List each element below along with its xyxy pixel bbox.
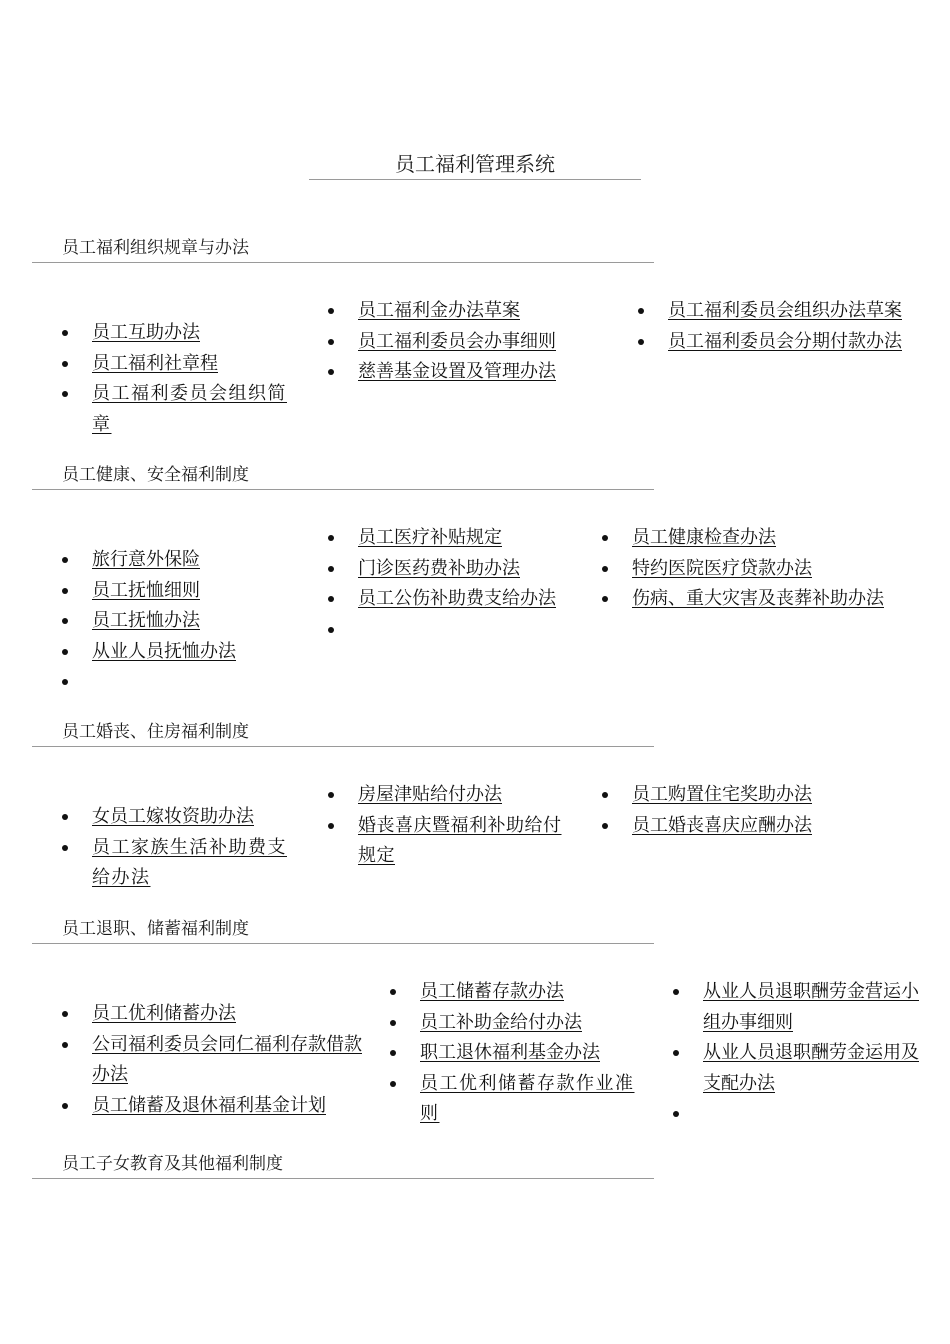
document-link[interactable]: 员工互助办法 [92, 322, 200, 343]
list-item [62, 349, 302, 380]
document-link[interactable]: 员工福利金办法草案 [358, 300, 520, 321]
link-list [390, 977, 652, 1130]
list-item [62, 1091, 364, 1122]
list-item [328, 811, 578, 872]
page-title: 员工福利管理系统 [309, 150, 641, 180]
section-heading: 员工婚丧、住房福利制度 [32, 720, 654, 747]
list-item [62, 1030, 364, 1091]
list-item [62, 833, 302, 894]
list-item [328, 554, 590, 585]
list-item [62, 637, 302, 668]
section-heading: 员工福利组织规章与办法 [32, 236, 654, 263]
document-link[interactable]: 公司福利委员会同仁福利存款借款办法 [92, 1033, 362, 1085]
section-heading: 员工健康、安全福利制度 [32, 463, 654, 490]
document-link[interactable]: 特约医院医疗贷款办法 [632, 557, 812, 579]
list-item [602, 584, 922, 615]
list-item [62, 802, 302, 833]
document-link[interactable]: 员工家族生活补助费支给办法 [92, 836, 287, 888]
link-list [602, 523, 922, 615]
link-list [62, 802, 302, 894]
document-link[interactable]: 旅行意外保险 [92, 549, 200, 570]
list-item [390, 977, 652, 1008]
list-item [638, 327, 928, 358]
list-item [673, 977, 923, 1038]
document-link[interactable]: 门诊医药费补助办法 [358, 557, 520, 579]
list-item [328, 615, 590, 646]
document-link[interactable]: 员工医疗补贴规定 [358, 527, 502, 548]
list-item [62, 545, 302, 576]
document-link[interactable]: 从业人员抚恤办法 [92, 640, 236, 662]
document-link[interactable]: 员工补助金给付办法 [420, 1011, 582, 1033]
list-item [62, 576, 302, 607]
list-item [390, 1008, 652, 1039]
link-list [638, 296, 928, 357]
link-list [62, 318, 302, 440]
list-item [62, 999, 364, 1030]
link-list [62, 545, 302, 698]
list-item [328, 357, 588, 388]
document-link[interactable]: 员工抚恤细则 [92, 579, 200, 601]
document-link[interactable]: 员工购置住宅奖助办法 [632, 784, 812, 805]
list-item [602, 780, 922, 811]
link-list [328, 296, 588, 388]
list-item [328, 327, 588, 358]
section-heading: 员工退职、储蓄福利制度 [32, 917, 654, 944]
list-item [328, 584, 590, 615]
list-item [602, 811, 922, 842]
list-item [673, 1099, 923, 1130]
link-list [328, 523, 590, 645]
document-link[interactable]: 员工抚恤办法 [92, 610, 200, 631]
document-link[interactable]: 员工福利委员会组织简章 [92, 383, 287, 435]
link-list [62, 999, 364, 1121]
list-item [602, 523, 922, 554]
document-link[interactable]: 员工福利委员会办事细则 [358, 330, 556, 352]
link-list [602, 780, 922, 841]
list-item [328, 296, 588, 327]
document-link[interactable]: 员工优利储蓄办法 [92, 1003, 236, 1024]
document-link[interactable]: 员工健康检查办法 [632, 527, 776, 548]
section-heading: 员工子女教育及其他福利制度 [32, 1152, 654, 1179]
list-item [62, 379, 302, 440]
document-link[interactable]: 婚丧喜庆暨福利补助给付规定 [358, 814, 562, 866]
list-item [390, 1038, 652, 1069]
list-item [673, 1038, 923, 1099]
document-link[interactable]: 员工福利委员会分期付款办法 [668, 330, 902, 352]
document-link[interactable]: 职工退休福利基金办法 [420, 1042, 600, 1063]
list-item [390, 1069, 652, 1130]
list-item [328, 523, 590, 554]
link-list [673, 977, 923, 1130]
document-link[interactable]: 从业人员退职酬劳金营运小组办事细则 [703, 981, 919, 1033]
document-link[interactable]: 员工优利储蓄存款作业准则 [420, 1072, 635, 1124]
link-list [328, 780, 578, 872]
document-link[interactable]: 员工婚丧喜庆应酬办法 [632, 814, 812, 836]
document-link[interactable]: 房屋津贴给付办法 [358, 784, 502, 805]
list-item [328, 780, 578, 811]
list-item [638, 296, 928, 327]
document-link[interactable]: 员工公伤补助费支给办法 [358, 588, 556, 609]
list-item [62, 606, 302, 637]
list-item [62, 667, 302, 698]
document-link[interactable]: 员工福利委员会组织办法草案 [668, 300, 902, 321]
document-link[interactable]: 员工储蓄存款办法 [420, 981, 564, 1002]
document-link[interactable]: 员工储蓄及退休福利基金计划 [92, 1094, 326, 1116]
document-link[interactable]: 伤病、重大灾害及丧葬补助办法 [632, 588, 884, 609]
list-item [602, 554, 922, 585]
document-link[interactable]: 从业人员退职酬劳金运用及支配办法 [703, 1042, 919, 1094]
document-link[interactable]: 女员工嫁妆资助办法 [92, 806, 254, 827]
document-link[interactable]: 员工福利社章程 [92, 352, 218, 374]
document-link[interactable]: 慈善基金设置及管理办法 [358, 361, 556, 382]
list-item [62, 318, 302, 349]
